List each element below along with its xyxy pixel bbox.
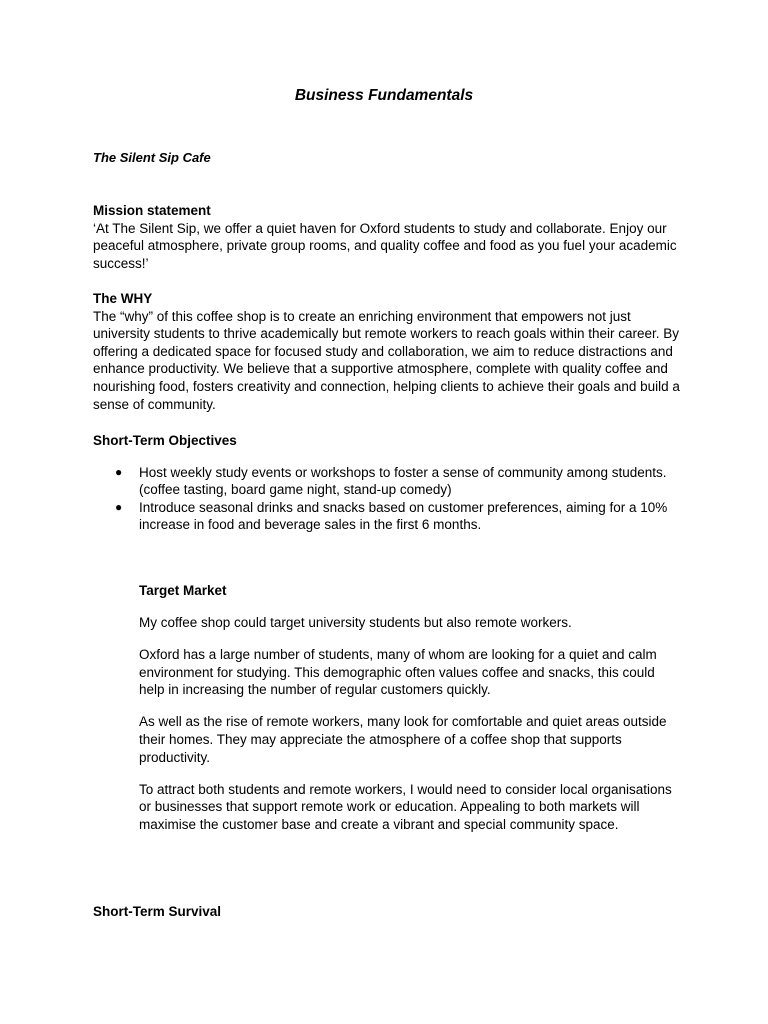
mission-section bbox=[93, 202, 683, 272]
mission-heading: Mission statement bbox=[93, 203, 211, 218]
objective-text: Host weekly study events or workshops to foster a sense of community among students. (coffee tasting, board game night, stand-up comedy) bbox=[139, 464, 667, 498]
document-title: Business Fundamentals bbox=[294, 87, 474, 104]
survival-section bbox=[93, 903, 683, 921]
why-heading: The WHY bbox=[93, 291, 153, 306]
target-market-paragraph: As well as the rise of remote workers, many look for comfortable and quiet areas outside their homes. They may appreciate the atmosphere of a coffee shop that supports productivity. bbox=[139, 714, 667, 765]
document-subtitle: The Silent Sip Cafe bbox=[93, 150, 211, 165]
target-market-section bbox=[139, 582, 684, 848]
target-market-heading: Target Market bbox=[139, 583, 227, 598]
target-market-paragraph: To attract both students and remote workers, I would need to consider local organisations or businesses that support remote work or education. Appealing to both markets will maximise the customer base and create a vibrant and special community space. bbox=[139, 781, 672, 832]
target-market-paragraph: Oxford has a large number of students, many of whom are looking for a quiet and calm environment for studying. This demographic often values coffee and snacks, this could help in increasing the number of regular customers quickly. bbox=[139, 647, 657, 698]
objectives-section bbox=[93, 432, 683, 534]
list-item bbox=[93, 499, 683, 534]
list-item bbox=[93, 464, 683, 499]
survival-heading: Short-Term Survival bbox=[93, 904, 222, 919]
bullet-icon: ● bbox=[115, 499, 123, 514]
why-section bbox=[93, 290, 683, 413]
objective-text: Introduce seasonal drinks and snacks based on customer preferences, aiming for a 10% increase in food and beverage sales in the first 6 months. bbox=[139, 499, 668, 533]
target-market-paragraph: My coffee shop could target university students but also remote workers. bbox=[139, 615, 572, 631]
why-text: The “why” of this coffee shop is to create an enriching environment that empowers not just university students to thrive academically but remote workers to reach goals within their career. By offering a dedicated space for focused study and collaboration, we aim to reduce distractions and enhance productivity. We believe that a supportive atmosphere, complete with quality coffee and nourishing food, fosters creativity and connection, helping clients to achieve their goals and build a sense of community. bbox=[93, 308, 680, 412]
bullet-icon: ● bbox=[115, 464, 123, 479]
mission-text: ‘At The Silent Sip, we offer a quiet haven for Oxford students to study and collaborate. Enjoy our peaceful atmosphere, private group rooms, and quality coffee and food as you fuel your academic success!’ bbox=[93, 220, 677, 271]
objectives-heading: Short-Term Objectives bbox=[93, 433, 237, 448]
objectives-list bbox=[93, 464, 683, 534]
